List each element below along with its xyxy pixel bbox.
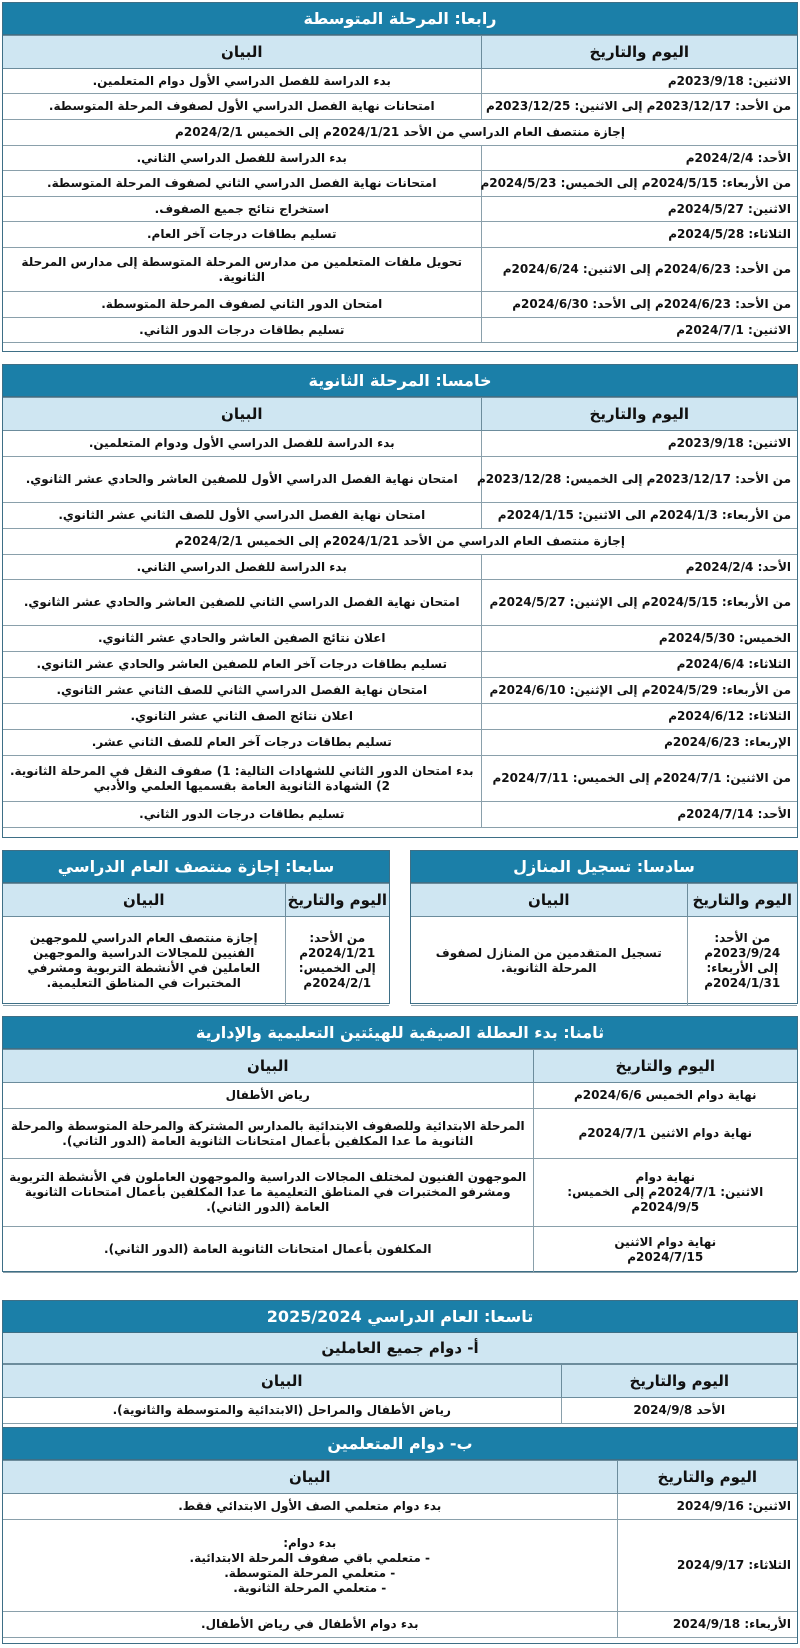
row-desc: بدء الدراسة للفصل الدراسي الثاني. [3, 146, 481, 171]
row-desc: بدء دوام الأطفال في رياض الأطفال. [3, 1612, 617, 1638]
row-desc: بدء امتحان الدور الثاني للشهادات التالية: 1) صفوف النقل في المرحلة الثانوية. 2) الشهادة الثانوية العامة بقسميها العلمي والأدبي [3, 756, 481, 802]
row-desc: الموجهون الفنيون لمختلف المجالات الدراسية والموجهون العاملون في الأنشطة التربوية ومشرفو المختبرات في المناطق التعليمية ما عدا المكلفين بأعمال امتحانات الثانوية العامة (الدور الثاني). [3, 1159, 533, 1227]
section-title: تاسعا: العام الدراسي 2025/2024 [3, 1301, 797, 1333]
row-desc: تحويل ملفات المتعلمين من مدارس المرحلة المتوسطة إلى مدارس المرحلة الثانوية. [3, 248, 481, 292]
row-date: من الأحد: 2023/12/17م إلى الخميس: 2023/12/28م [481, 457, 797, 503]
row-desc: بدء دوام متعلمي الصف الأول الابتدائي فقط. [3, 1494, 617, 1520]
row-date: الأحد: 2024/7/14م [481, 802, 797, 828]
section-middle-stage [2, 2, 798, 352]
row-desc: بدء دوام: - متعلمي باقي صفوف المرحلة الابتدائية. - متعلمي المرحلة المتوسطة. - متعلمي المرحلة الثانوية. [3, 1520, 617, 1612]
col-header-desc: البيان [3, 398, 481, 431]
schedule-table [3, 397, 797, 828]
row-date: من الأحد: 2024/1/21م إلى الخميس: 2024/2/1م [285, 917, 389, 1006]
row-full: إجازة منتصف العام الدراسي من الأحد 2024/1/21م إلى الخميس 2024/2/1م [3, 529, 797, 555]
row-date: نهاية دوام الاثنين: 2024/7/1م إلى الخميس: 2024/9/5م [533, 1159, 797, 1227]
section-summer-break [2, 1016, 798, 1272]
row-date: الاثنين: 2024/5/27م [481, 197, 797, 222]
row-date: الثلاثاء: 2024/6/12م [481, 704, 797, 730]
row-full: إجازة منتصف العام الدراسي من الأحد 2024/1/21م إلى الخميس 2024/2/1م [3, 120, 797, 146]
row-date: الثلاثاء: 2024/5/28م [481, 222, 797, 248]
row-desc: تسليم بطاقات درجات الدور الثاني. [3, 318, 481, 343]
row-desc: امتحان نهاية الفصل الدراسي الأول للصفين العاشر والحادي عشر الثانوي. [3, 457, 481, 503]
row-desc: اعلان نتائج الصف الثاني عشر الثانوي. [3, 704, 481, 730]
row-date: الثلاثاء: 2024/6/4م [481, 652, 797, 678]
col-header-desc: البيان [3, 1461, 617, 1494]
section-title: رابعا: المرحلة المتوسطة [3, 3, 797, 35]
row-date: الثلاثاء: 2024/9/17 [617, 1520, 797, 1612]
row-desc: امتحان الدور الثاني لصفوف المرحلة المتوسطة. [3, 292, 481, 318]
row-date: الاثنين: 2023/9/18م [481, 69, 797, 94]
row-date: الخميس: 2024/5/30م [481, 626, 797, 652]
row-date: نهاية دوام الاثنين 2024/7/1م [533, 1109, 797, 1159]
col-header-date: اليوم والتاريخ [533, 1050, 797, 1083]
row-date: الأربعاء: 2024/9/18 [617, 1612, 797, 1638]
row-date: الاثنين: 2024/9/16 [617, 1494, 797, 1520]
section-learners-attendance [2, 1428, 798, 1644]
row-desc: تسليم بطاقات درجات آخر العام للصف الثاني عشر. [3, 730, 481, 756]
row-desc: استخراج نتائج جميع الصفوف. [3, 197, 481, 222]
row-date: من الأربعاء: 2024/5/15م إلى الخميس: 2024/5/23م [481, 171, 797, 197]
section-secondary-stage [2, 364, 798, 838]
col-header-desc: البيان [411, 884, 687, 917]
row-date: الأحد: 2024/2/4م [481, 146, 797, 171]
col-header-desc: البيان [3, 1365, 561, 1398]
row-desc: تسجيل المتقدمين من المنازل لصفوف المرحلة الثانوية. [411, 917, 687, 1006]
section-home-registration [410, 850, 798, 1004]
subsection-title: ب- دوام المتعلمين [3, 1428, 797, 1460]
row-date: من الأحد: 2023/12/17م إلى الاثنين: 2023/12/25م [481, 94, 797, 120]
section-title: سادسا: تسجيل المنازل [411, 851, 797, 883]
schedule-table [411, 883, 797, 1006]
row-desc: المرحلة الابتدائية وللصفوف الابتدائية بالمدارس المشتركة والمرحلة المتوسطة والمرحلة الثانوية ما عدا المكلفين بأعمال امتحانات الثانوية العامة (الدور الثاني). [3, 1109, 533, 1159]
schedule-table [3, 1364, 797, 1424]
col-header-desc: البيان [3, 1050, 533, 1083]
row-date: نهاية دوام الاثنين 2024/7/15م [533, 1227, 797, 1273]
row-desc: امتحانات نهاية الفصل الدراسي الثاني لصفوف المرحلة المتوسطة. [3, 171, 481, 197]
col-header-date: اليوم والتاريخ [481, 36, 797, 69]
col-header-date: اليوم والتاريخ [285, 884, 389, 917]
row-date: نهاية دوام الخميس 2024/6/6م [533, 1083, 797, 1109]
row-date: من الأربعاء: 2024/1/3م الى الاثنين: 2024/1/15م [481, 503, 797, 529]
row-desc: بدء الدراسة للفصل الدراسي الأول ودوام المتعلمين. [3, 431, 481, 457]
row-desc: تسليم بطاقات درجات آخر العام. [3, 222, 481, 248]
row-desc: امتحانات نهاية الفصل الدراسي الأول لصفوف المرحلة المتوسطة. [3, 94, 481, 120]
row-date: من الأربعاء: 2024/5/29م إلى الإثنين: 2024/6/10م [481, 678, 797, 704]
row-desc: رياض الأطفال [3, 1083, 533, 1109]
row-desc: امتحان نهاية الفصل الدراسي الثاني للصفين العاشر والحادي عشر الثانوي. [3, 580, 481, 626]
row-date: من الاثنين: 2024/7/1م إلى الخميس: 2024/7/11م [481, 756, 797, 802]
row-desc: إجازة منتصف العام الدراسي للموجهين الفنيين للمجالات الدراسية والموجهين العاملين في الأنشطة التربوية ومشرفي المختبرات في المناطق التعليمية. [3, 917, 285, 1006]
col-header-date: اليوم والتاريخ [561, 1365, 797, 1398]
subsection-title: أ- دوام جميع العاملين [3, 1333, 797, 1364]
col-header-date: اليوم والتاريخ [687, 884, 797, 917]
row-desc: تسليم بطاقات درجات الدور الثاني. [3, 802, 481, 828]
col-header-date: اليوم والتاريخ [617, 1461, 797, 1494]
row-desc: رياض الأطفال والمراحل (الابتدائية والمتوسطة والثانوية). [3, 1398, 561, 1424]
row-date: من الأربعاء: 2024/5/15م إلى الإثنين: 2024/5/27م [481, 580, 797, 626]
row-desc: بدء الدراسة للفصل الدراسي الثاني. [3, 555, 481, 580]
row-date: من الأحد: 2024/6/23م إلى الأحد: 2024/6/30م [481, 292, 797, 318]
row-desc: امتحان نهاية الفصل الدراسي الثاني للصف الثاني عشر الثانوي. [3, 678, 481, 704]
row-desc: امتحان نهاية الفصل الدراسي الأول للصف الثاني عشر الثانوي. [3, 503, 481, 529]
row-date: من الأحد: 2023/9/24م إلى الأربعاء: 2024/1/31م [687, 917, 797, 1006]
col-header-date: اليوم والتاريخ [481, 398, 797, 431]
row-date: الإربعاء: 2024/6/23م [481, 730, 797, 756]
schedule-table [3, 883, 389, 1006]
row-date: الاثنين: 2024/7/1م [481, 318, 797, 343]
row-date: الأحد: 2024/2/4م [481, 555, 797, 580]
row-desc: اعلان نتائج الصفين العاشر والحادي عشر الثانوي. [3, 626, 481, 652]
row-date: الأحد 2024/9/8 [561, 1398, 797, 1424]
row-date: من الأحد: 2024/6/23م إلى الاثنين: 2024/6/24م [481, 248, 797, 292]
section-title: ثامنا: بدء العطلة الصيفية للهيئتين التعليمية والإدارية [3, 1017, 797, 1049]
schedule-table [3, 1460, 797, 1638]
schedule-table [3, 1049, 797, 1273]
col-header-desc: البيان [3, 36, 481, 69]
row-desc: المكلفون بأعمال امتحانات الثانوية العامة (الدور الثاني). [3, 1227, 533, 1273]
section-title: سابعا: إجازة منتصف العام الدراسي [3, 851, 389, 883]
section-mid-year-break [2, 850, 390, 1004]
schedule-table [3, 35, 797, 343]
row-desc: بدء الدراسة للفصل الدراسي الأول دوام المتعلمين. [3, 69, 481, 94]
section-school-year [2, 1300, 798, 1428]
row-date: الاثنين: 2023/9/18م [481, 431, 797, 457]
col-header-desc: البيان [3, 884, 285, 917]
row-desc: تسليم بطاقات درجات آخر العام للصفين العاشر والحادي عشر الثانوي. [3, 652, 481, 678]
section-title: خامسا: المرحلة الثانوية [3, 365, 797, 397]
